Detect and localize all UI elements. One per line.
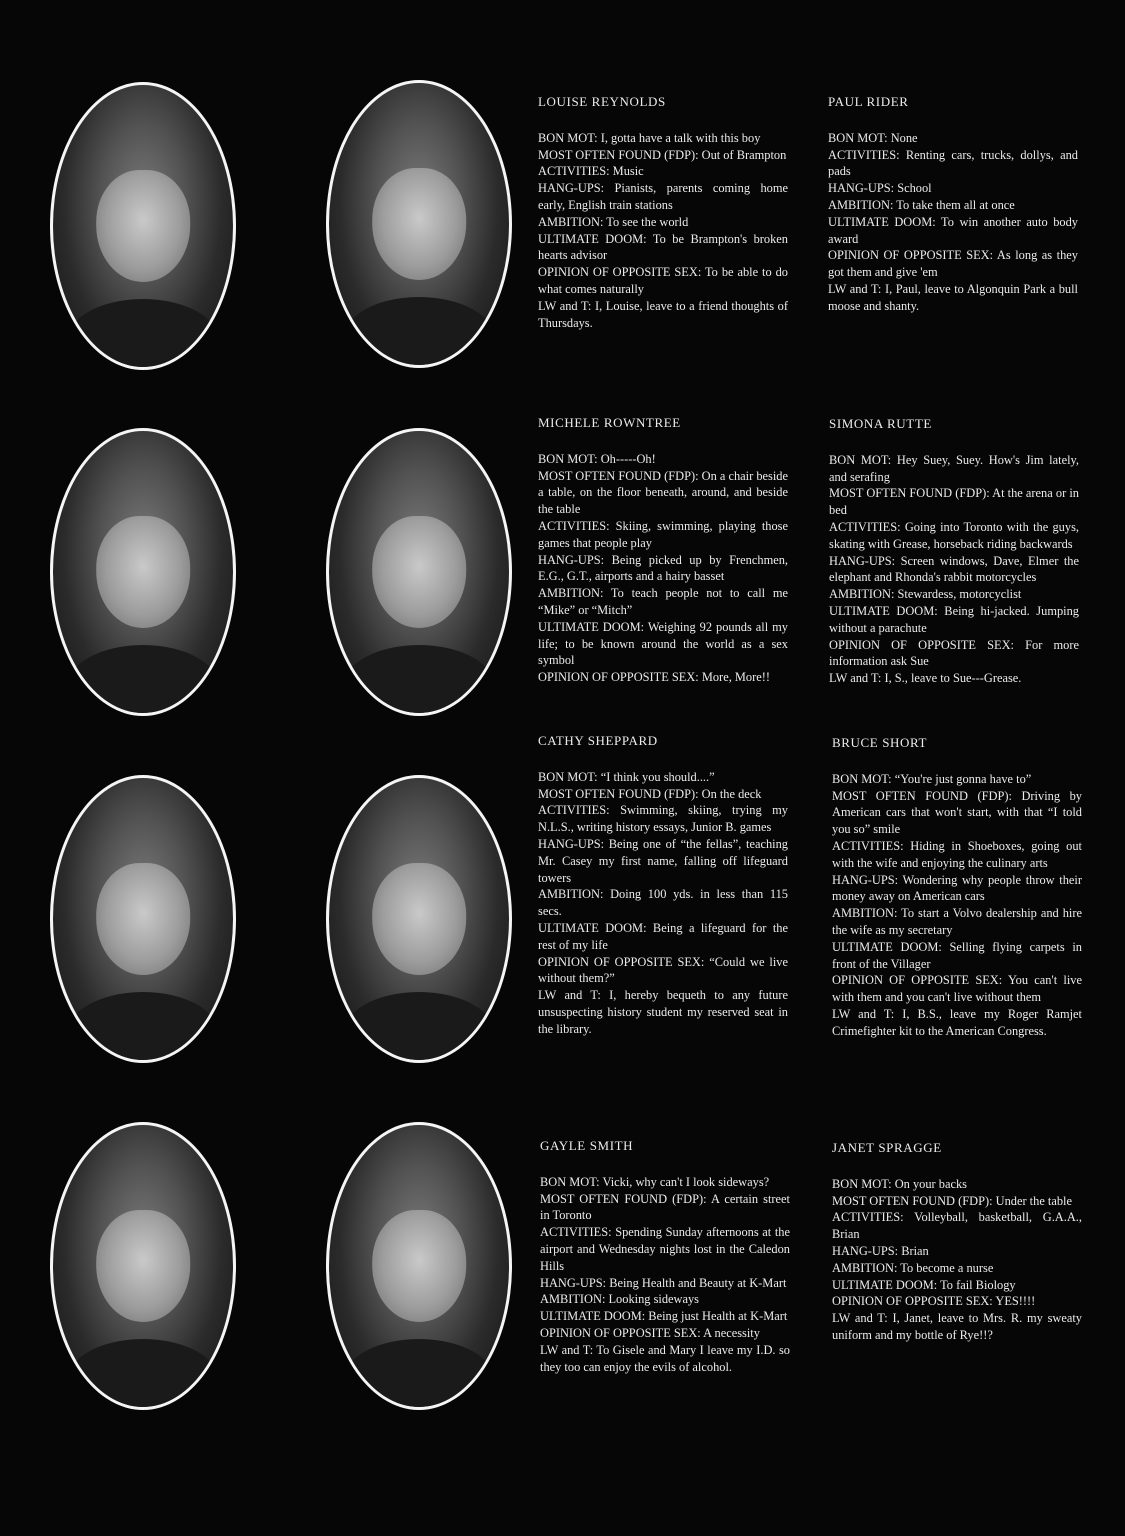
last-will-and-testament: LW and T: I, S., leave to Sue---Grease. [829, 671, 1022, 686]
bon-mot: BON MOT: “I think you should....” [538, 769, 715, 784]
entry-bruce-short [832, 735, 1082, 1040]
most-often-found: MOST OFTEN FOUND (FDP): Out of Brampton [538, 147, 787, 162]
activities: ACTIVITIES: Going into Toronto with the guys, skating with Grease, horseback riding backwards [829, 519, 1079, 551]
opinion-of-opposite-sex: OPINION OF OPPOSITE SEX: You can't live with them and you can't live without them [832, 973, 1082, 1005]
bon-mot: BON MOT: Oh-----Oh! [538, 451, 656, 466]
bon-mot: BON MOT: “You're just gonna have to” [832, 771, 1032, 786]
most-often-found: MOST OFTEN FOUND (FDP): Under the table [832, 1193, 1073, 1208]
opinion-of-opposite-sex: OPINION OF OPPOSITE SEX: A necessity [540, 1325, 760, 1340]
hang-ups: HANG-UPS: Being picked up by Frenchmen, E.G., G.T., airports and a hairy basset [538, 552, 788, 584]
ultimate-doom: ULTIMATE DOOM: To win another auto body award [828, 214, 1078, 246]
student-name: GAYLE SMITH [540, 1138, 634, 1153]
opinion-of-opposite-sex: OPINION OF OPPOSITE SEX: To be able to do what comes naturally [538, 265, 788, 296]
last-will-and-testament: LW and T: I, B.S., leave my Roger Ramjet Crimefighter kit to the American Congress. [832, 1006, 1082, 1038]
ultimate-doom: ULTIMATE DOOM: Being just Health at K-Mart [540, 1309, 788, 1324]
ambition: AMBITION: To take them all at once [828, 197, 1015, 212]
ultimate-doom: ULTIMATE DOOM: Being a lifeguard for the rest of my life [538, 920, 788, 952]
most-often-found: MOST OFTEN FOUND (FDP): A certain street in Toronto [540, 1191, 790, 1223]
ambition: AMBITION: To see the world [538, 214, 689, 229]
entry-janet-spragge [832, 1140, 1082, 1344]
last-will-and-testament: LW and T: I, hereby bequeth to any future unsuspecting history student my reserved seat in the library. [538, 988, 788, 1036]
ambition: AMBITION: To start a Volvo dealership and hire the wife as my secretary [832, 906, 1082, 937]
last-will-and-testament: LW and T: I, Louise, leave to a friend thoughts of Thursdays. [538, 298, 788, 330]
student-name: MICHELE ROWNTREE [538, 415, 681, 430]
last-will-and-testament: LW and T: I, Paul, leave to Algonquin Park a bull moose and shanty. [828, 281, 1078, 313]
student-name: BRUCE SHORT [832, 735, 928, 750]
most-often-found: MOST OFTEN FOUND (FDP): On a chair beside a table, on the floor beneath, around, and beside the table [538, 468, 788, 517]
ambition: AMBITION: Stewardess, motorcyclist [829, 587, 1022, 602]
bon-mot: BON MOT: Hey Suey, Suey. How's Jim lately, and serafing [829, 452, 1079, 484]
last-will-and-testament: LW and T: To Gisele and Mary I leave my I.D. so they too can enjoy the evils of alcohol. [540, 1342, 790, 1374]
opinion-of-opposite-sex: OPINION OF OPPOSITE SEX: For more information ask Sue [829, 637, 1079, 669]
student-name: PAUL RIDER [828, 94, 909, 109]
bon-mot: BON MOT: None [828, 130, 918, 145]
portrait-gayle-smith [50, 1122, 236, 1410]
activities: ACTIVITIES: Volleyball, basketball, G.A.A., Brian [832, 1210, 1082, 1242]
activities: ACTIVITIES: Skiing, swimming, playing those games that people play [538, 518, 788, 550]
bon-mot: BON MOT: I, gotta have a talk with this boy [538, 130, 761, 145]
student-name: CATHY SHEPPARD [538, 733, 658, 748]
entry-gayle-smith [540, 1138, 790, 1375]
portrait-michele-rowntree [50, 428, 236, 716]
bon-mot: BON MOT: Vicki, why can't I look sideways? [540, 1174, 770, 1189]
hang-ups: HANG-UPS: Being one of “the fellas”, teaching Mr. Casey my first name, falling off lifeguard towers [538, 836, 788, 885]
hang-ups: HANG-UPS: Pianists, parents coming home early, English train stations [538, 181, 788, 212]
student-name: SIMONA RUTTE [829, 416, 932, 431]
ultimate-doom: ULTIMATE DOOM: Weighing 92 pounds all my life; to be known around the world as a sex symbol [538, 619, 788, 668]
activities: ACTIVITIES: Hiding in Shoeboxes, going out with the wife and enjoying the culinary arts [832, 838, 1082, 870]
hang-ups: HANG-UPS: Screen windows, Dave, Elmer the elephant and Rhonda's rabbit motorcycles [829, 553, 1079, 585]
most-often-found: MOST OFTEN FOUND (FDP): At the arena or in bed [829, 486, 1079, 518]
portrait-bruce-short [326, 775, 512, 1063]
bon-mot: BON MOT: On your backs [832, 1176, 967, 1191]
opinion-of-opposite-sex: OPINION OF OPPOSITE SEX: As long as they got them and give 'em [828, 248, 1078, 280]
opinion-of-opposite-sex: OPINION OF OPPOSITE SEX: YES!!!! [832, 1294, 1036, 1309]
entry-louise-reynolds [538, 94, 788, 331]
ultimate-doom: ULTIMATE DOOM: Being hi-jacked. Jumping without a parachute [829, 603, 1079, 635]
student-name: LOUISE REYNOLDS [538, 94, 666, 109]
activities: ACTIVITIES: Renting cars, trucks, dollys, and pads [828, 147, 1078, 179]
hang-ups: HANG-UPS: Brian [832, 1243, 929, 1258]
activities: ACTIVITIES: Music [538, 164, 644, 179]
ambition: AMBITION: Doing 100 yds. in less than 115 secs. [538, 887, 788, 919]
most-often-found: MOST OFTEN FOUND (FDP): On the deck [538, 786, 762, 801]
activities: ACTIVITIES: Swimming, skiing, trying my N.L.S., writing history essays, Junior B. games [538, 803, 788, 835]
most-often-found: MOST OFTEN FOUND (FDP): Driving by American cars that won't start, with that “I told you so” smile [832, 788, 1082, 837]
portrait-janet-spragge [326, 1122, 512, 1410]
portrait-cathy-sheppard [50, 775, 236, 1063]
hang-ups: HANG-UPS: School [828, 181, 932, 196]
ambition: AMBITION: To become a nurse [832, 1260, 994, 1275]
entry-simona-rutte [829, 416, 1079, 687]
entry-cathy-sheppard [538, 733, 788, 1038]
ambition: AMBITION: To teach people not to call me “Mike” or “Mitch” [538, 586, 788, 617]
hang-ups: HANG-UPS: Being Health and Beauty at K-Mart [540, 1275, 787, 1290]
opinion-of-opposite-sex: OPINION OF OPPOSITE SEX: “Could we live without them?” [538, 954, 788, 986]
ultimate-doom: ULTIMATE DOOM: To fail Biology [832, 1277, 1016, 1292]
entry-paul-rider [828, 94, 1078, 315]
entry-michele-rowntree [538, 415, 788, 686]
last-will-and-testament: LW and T: I, Janet, leave to Mrs. R. my sweaty uniform and my bottle of Rye!!? [832, 1311, 1082, 1342]
portrait-simona-rutte [326, 428, 512, 716]
student-name: JANET SPRAGGE [832, 1140, 942, 1155]
activities: ACTIVITIES: Spending Sunday afternoons at the airport and Wednesday nights lost in the Caledon Hills [540, 1225, 790, 1273]
hang-ups: HANG-UPS: Wondering why people throw their money away on American cars [832, 872, 1082, 904]
ultimate-doom: ULTIMATE DOOM: To be Brampton's broken hearts advisor [538, 231, 788, 263]
opinion-of-opposite-sex: OPINION OF OPPOSITE SEX: More, More!! [538, 670, 770, 685]
ultimate-doom: ULTIMATE DOOM: Selling flying carpets in front of the Villager [832, 939, 1082, 971]
portrait-louise-reynolds [50, 82, 236, 370]
ambition: AMBITION: Looking sideways [540, 1292, 699, 1307]
portrait-paul-rider [326, 80, 512, 368]
